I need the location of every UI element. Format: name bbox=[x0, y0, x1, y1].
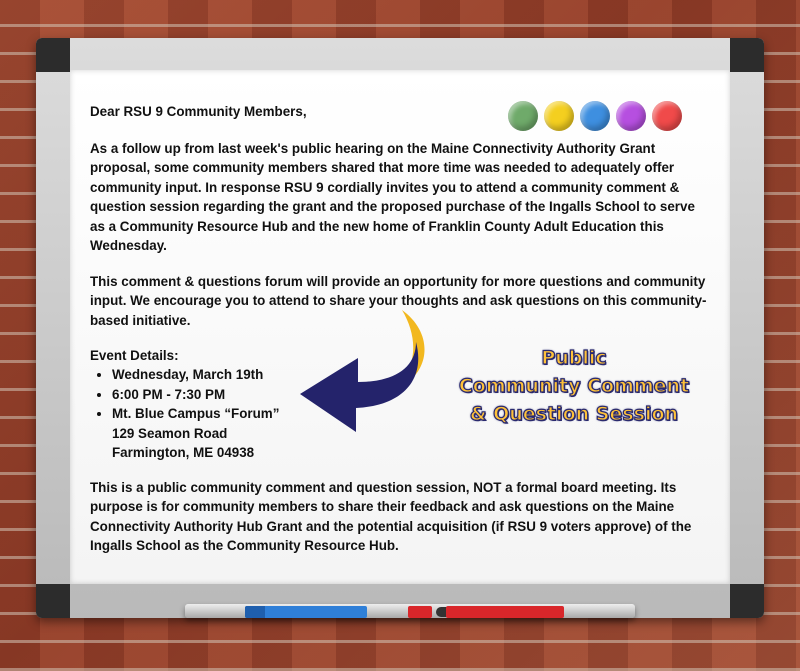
event-time: • 6:00 PM - 7:30 PM bbox=[112, 385, 390, 404]
curved-arrow-icon bbox=[298, 306, 430, 436]
callout-line-public: Public bbox=[541, 347, 607, 369]
frame-corner bbox=[730, 38, 764, 72]
event-venue-name: • Mt. Blue Campus “Forum” bbox=[112, 406, 280, 422]
purple-dot bbox=[616, 101, 646, 131]
session-callout bbox=[440, 344, 708, 428]
green-dot bbox=[508, 101, 538, 131]
event-details-heading: Event Details: bbox=[90, 348, 179, 363]
letter-paragraph-intro: As a follow up from last week's public hearing on the Maine Connectivity Authority Grant proposal, some community members shared that more time was needed to adequately offer community input. In response RSU 9 cordially invites you to attend a community comment & question session regarding the grant and the proposed purchase of the Ingalls School to serve as a Community Resource Hub and the new home of Franklin County Adult Education this Wednesday. bbox=[90, 141, 695, 254]
letter-paragraph-disclaimer: This is a public community comment and question session, NOT a formal board meeting. Its purpose is for community members to share their feedback and ask questions on the Maine Connectivity Authority Hub Grant and the potential acquisition (if RSU 9 voters approve) of the Ingalls School as the Community Resource Hub. bbox=[90, 480, 692, 554]
red-marker-cap bbox=[408, 606, 432, 618]
letter-greeting: Dear RSU 9 Community Members, bbox=[90, 104, 307, 119]
frame-corner bbox=[36, 584, 70, 618]
blue-dot bbox=[580, 101, 610, 131]
callout-line-community-comment: Community Comment bbox=[458, 375, 690, 397]
event-city: Farmington, ME 04938 bbox=[112, 445, 255, 461]
red-marker-icon bbox=[446, 606, 564, 618]
color-dots bbox=[508, 101, 682, 131]
letter-paragraph-forum: This comment & questions forum will provide an opportunity for more questions and community input. We encourage you to attend to share your thoughts and ask questions on this community-based initiative. bbox=[90, 274, 707, 328]
yellow-dot bbox=[544, 101, 574, 131]
blue-marker-cap bbox=[245, 606, 265, 618]
frame-corner bbox=[36, 38, 70, 72]
red-dot bbox=[652, 101, 682, 131]
event-date: • Wednesday, March 19th bbox=[112, 365, 390, 384]
frame-corner bbox=[730, 584, 764, 618]
callout-line-question-session: & Question Session bbox=[469, 403, 679, 425]
event-street: 129 Seamon Road bbox=[112, 425, 228, 441]
